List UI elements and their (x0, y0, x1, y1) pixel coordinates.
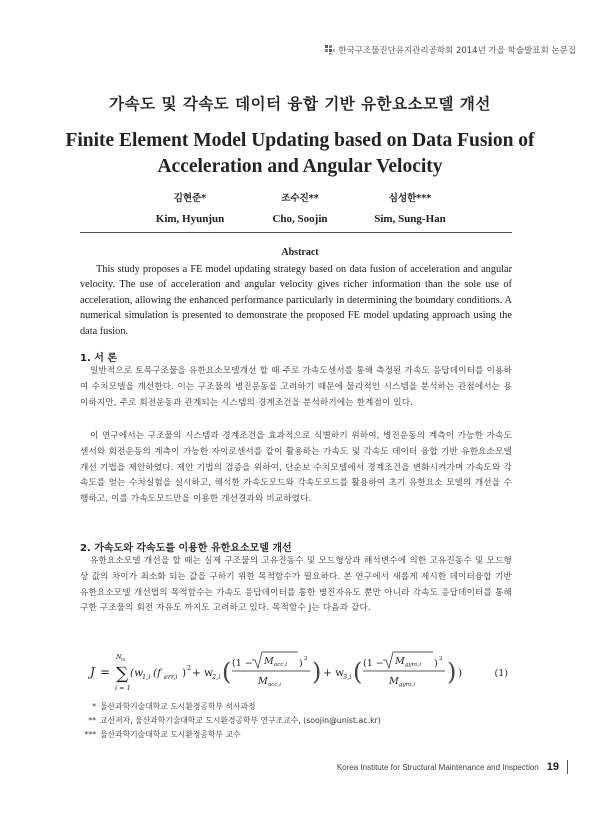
footnote (80, 714, 520, 728)
author-english-name: Sim, Sung-Han (374, 213, 446, 225)
svg-text:1,i: 1,i (142, 673, 151, 681)
svg-text:): ) (299, 658, 303, 669)
author-english-name: Kim, Hyunjun (155, 213, 225, 225)
footnote (80, 728, 520, 742)
footnote-text: 교신저자, 울산과학기술대학교 도시환경공학부 연구조교수, (soojin@unist.ac.kr) (100, 716, 381, 725)
section-heading: 2. 가속도와 각속도를 이용한 유한요소모델 개선 (80, 543, 292, 554)
svg-text:M: M (258, 676, 268, 687)
objective-function-equation (80, 648, 512, 692)
equation-number: (1) (494, 668, 508, 679)
author-korean-name: 조수진** (281, 193, 319, 204)
svg-text:2,i: 2,i (212, 673, 221, 681)
author (150, 190, 230, 225)
footnotes (80, 700, 520, 742)
author-english-name: Cho, Soojin (272, 213, 328, 225)
svg-text:(1 −: (1 − (232, 658, 253, 669)
page-footer (337, 760, 568, 774)
svg-text:M: M (389, 676, 399, 687)
svg-text:(: ( (222, 658, 232, 686)
society-logo-icon (325, 45, 335, 55)
body-paragraph: 일반적으로 토목구조물을 유한요소모델개선 할 때 주로 가속도센서를 통해 측정된 가속도 응답데이터를 이용하여 수치모델을 개선한다. 이는 구조물의 병진운동을 고려하기 때문에 물리적인 시스템을 분석하는 관점에서는 용이하지만, 주로 회전운동과 관계되는 시스템의 경계조건을 분석하기에는 한계점이 있다. (80, 366, 512, 408)
author-list (0, 190, 600, 225)
footnote-mark: ** (88, 716, 96, 725)
svg-text:(1 −: (1 − (363, 658, 384, 669)
svg-text:+ w: + w (323, 667, 345, 679)
section-heading: 1. 서 론 (80, 353, 118, 364)
abstract-text: This study proposes a FE model updating strategy based on data fusion of acceleration and angular velocity. The use of acceleration and angular velocity gives richer information than the sole use of acceleration, allowing the enhanced performance particularly in determining the boundary conditions. A numerical simulation is presented to demonstrate the proposed FE model updating approach using the data fusion. (80, 264, 512, 337)
svg-text:m: m (121, 658, 126, 663)
body-paragraph: 유한요소모델 개선을 할 때는 실제 구조물의 고유진동수 및 모드형상과 해석변수에 의한 고유진동수 및 모드형상 값의 차이가 최소화 되는 값을 구하기 위한 목적함수가 필요하다. 본 연구에서 새롭게 제시한 데이터융합 기반 유한요소모델 개선법의 목적함수는 가속도 응답데이터를 통한 병진자유도 뿐만 아니라 각속도 응답데이터를 통해 구한 구조물의 회전 자유도 까지도 고려하고 있다. 목적함수 J는 다음과 같다. (80, 556, 512, 614)
society-name: Korea Institute for Structural Maintenance and Inspection (336, 762, 539, 772)
english-title (0, 128, 600, 180)
author (260, 190, 340, 225)
svg-text:): ) (447, 658, 457, 686)
svg-text:(: ( (353, 658, 363, 686)
footnote-text: 울산과학기술대학교 도시환경공학부 교수 (100, 730, 241, 739)
equation-graphic (80, 648, 512, 692)
footnote (80, 700, 520, 714)
svg-text:M: M (264, 656, 274, 667)
svg-text:M: M (395, 656, 405, 667)
running-header (325, 44, 576, 56)
svg-text:): ) (434, 658, 438, 669)
footnote-text: 울산과학기술대학교 도시환경공학부 석사과정 (100, 702, 256, 711)
korean-title: 가속도 및 각속도 데이터 융합 기반 유한요소모델 개선 (109, 95, 491, 113)
svg-text:err,i: err,i (164, 673, 178, 681)
svg-text:2: 2 (439, 656, 443, 662)
author-korean-name: 김현준* (173, 193, 207, 204)
abstract-heading: Abstract (281, 247, 319, 258)
svg-text:gyro,i: gyro,i (405, 662, 422, 668)
svg-text:+ w: + w (192, 667, 214, 679)
svg-text:): ) (182, 667, 187, 679)
svg-text:=: = (100, 665, 111, 679)
svg-text:(f: (f (153, 667, 161, 679)
page-number: 19 (546, 761, 559, 773)
svg-text:(w: (w (130, 667, 144, 679)
svg-text:2: 2 (187, 664, 192, 672)
footer-divider (567, 760, 568, 774)
svg-text:acc,i: acc,i (268, 682, 281, 688)
svg-text:2: 2 (304, 656, 308, 662)
footnote-mark: *** (84, 730, 96, 739)
conference-name: 한국구조물진단유지관리공학회 2014년 가을 학술발표회 논문집 (338, 46, 576, 56)
english-title-line2: Acceleration and Angular Velocity (157, 156, 443, 177)
body-paragraph: 이 연구에서는 구조물의 시스템과 경계조건을 효과적으로 식별하기 위하여, 병진운동의 계측이 가능한 가속도센서와 회전운동의 계측이 가능한 자이로센서를 같이 활용하는 가속도 및 각속도 데이터 융합 기반 유한요소모델개선 기법을 제안하였다. 제안 기법의 검증을 위하여, 단순보 수치모델에서 경계조건을 변화시켜가며 가속도와 각속도를 얻는 수치실험을 실시하고, 해석한 가속도모드와 각속도모드를 활용하여 초기 유한요소 모델의 개선을 수행하고, 이를 가속도모드만을 이용한 개선결과와 비교하였다. (80, 431, 512, 505)
svg-text:acc,i: acc,i (274, 662, 287, 668)
svg-text:): ) (458, 667, 463, 679)
divider (80, 232, 512, 233)
author (370, 190, 450, 225)
author-korean-name: 심성한*** (388, 193, 432, 204)
svg-text:N: N (116, 653, 122, 661)
svg-text:i = 1: i = 1 (115, 684, 131, 692)
svg-text:J: J (90, 665, 95, 679)
svg-text:3,i: 3,i (343, 673, 352, 681)
svg-text:): ) (312, 658, 322, 686)
english-title-line1: Finite Element Model Updating based on Data Fusion of (65, 130, 535, 151)
footnote-mark: * (92, 702, 96, 711)
svg-text:gyro,i: gyro,i (399, 682, 416, 688)
svg-text:∑: ∑ (116, 664, 129, 684)
